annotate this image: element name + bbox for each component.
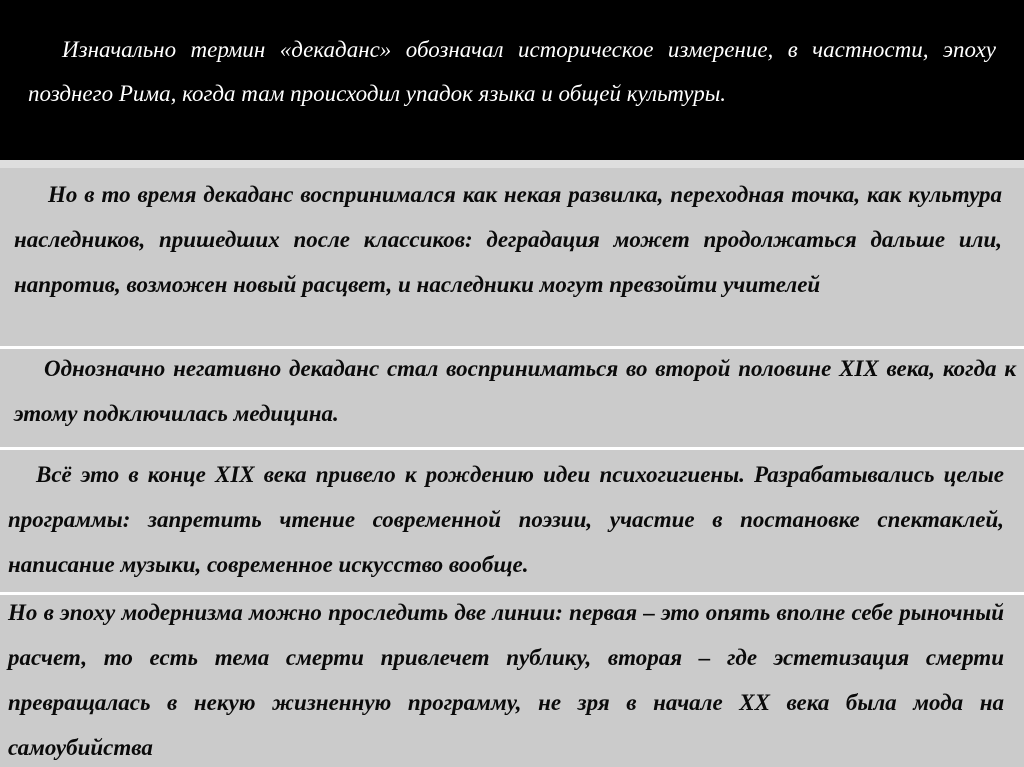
paragraph-decadence-crossroads: Но в то время декаданс воспринимался как некая развилка, переходная точка, как культура наследников, пришедших после классиков: деградация может продолжаться дальше или, напротив, возможен новый расцвет, и наследники могут превзойти учителей [14,182,1002,297]
paragraph-negative-perception: Однозначно негативно декаданс стал восприниматься во второй половине XIX века, когда к этому подключилась медицина. [14,356,1016,426]
header-paragraph: Изначально термин «декаданс» обозначал историческое измерение, в частности, эпоху позднего Рима, когда там происходил упадок языка и общей культуры. [28,37,996,106]
paragraph-modernism-lines: Но в эпоху модернизма можно проследить две линии: первая – это опять вполне себе рыночный расчет, то есть тема смерти привлечет публику, вторая – где эстетизация смерти превращалась в некую жизненную программу, не зря в начале XX века была мода на самоубийства [8,600,1004,760]
header-panel [0,0,1024,160]
body-top-highlight [0,160,1024,168]
paragraph-separator [0,447,1024,450]
paragraph-psychohygiene: Всё это в конце XIX века привело к рождению идеи психогигиены. Разрабатывались целые программы: запретить чтение современной поэзии, участие в постановке спектаклей, написание музыки, современное искусство вообще. [8,462,1004,577]
